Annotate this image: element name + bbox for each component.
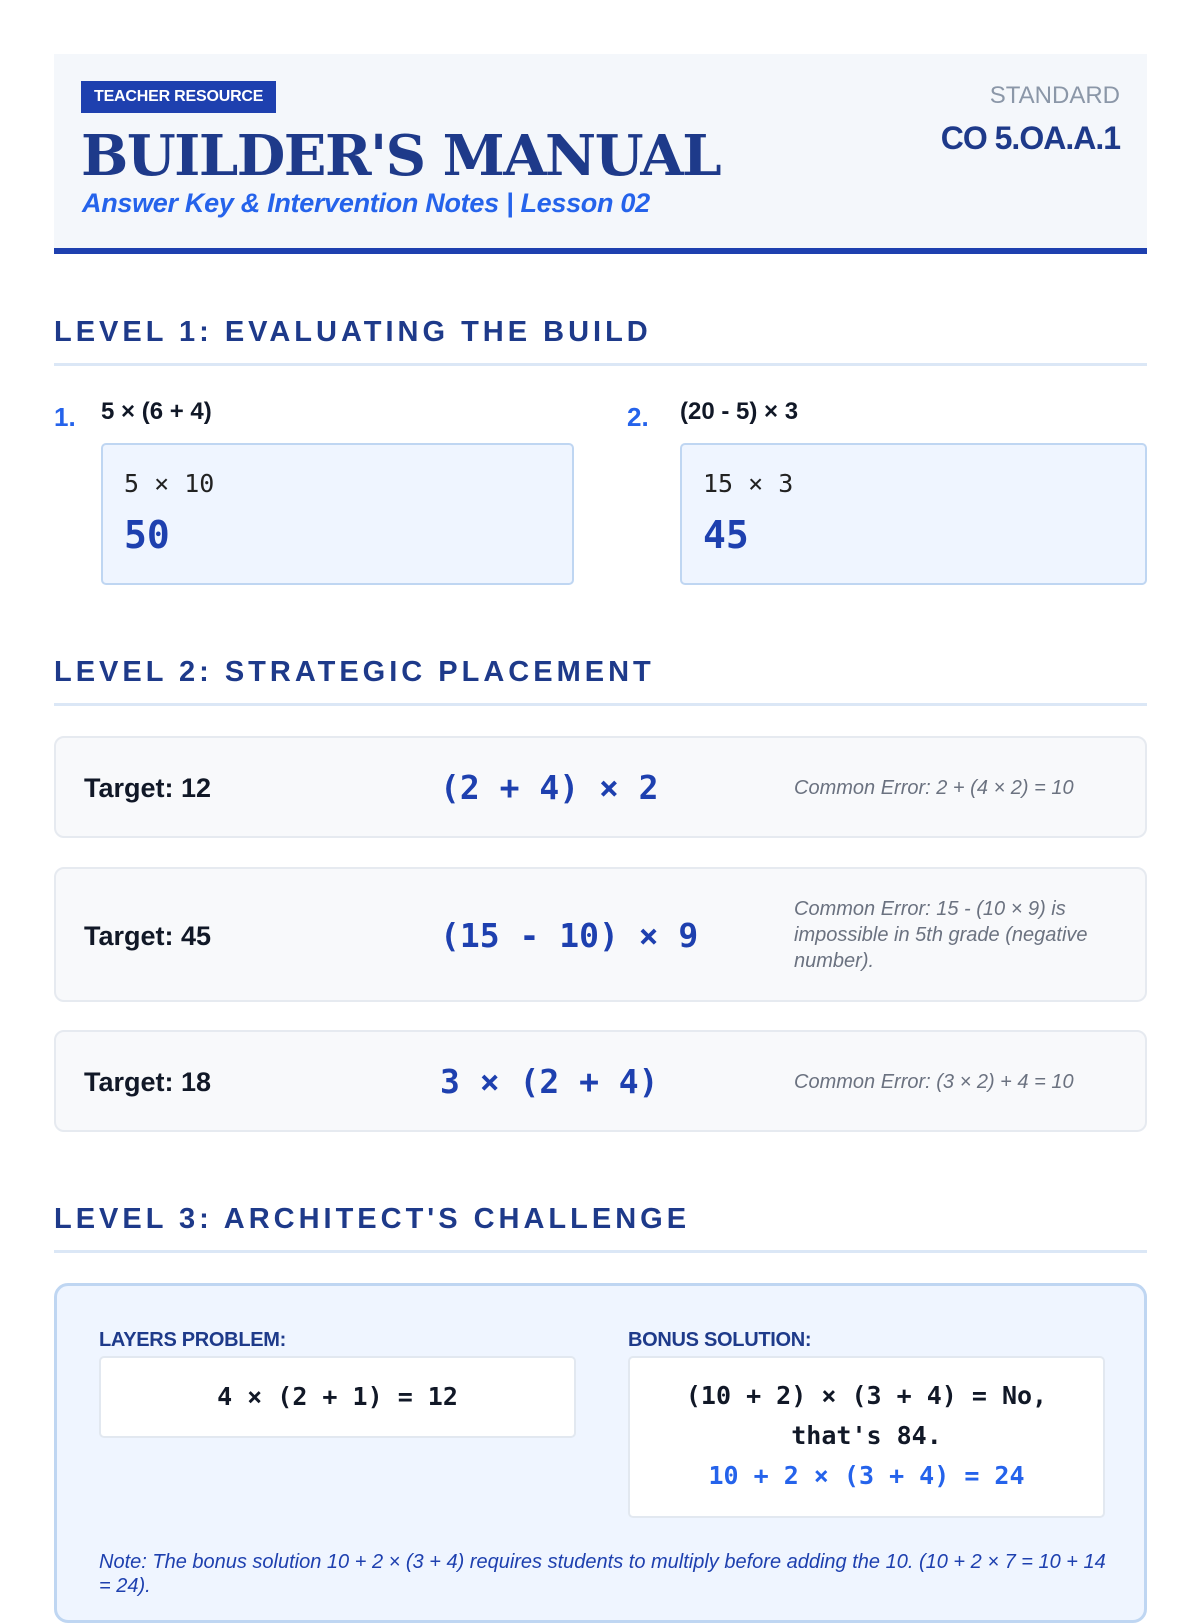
target-label: Target: 18 xyxy=(84,1067,212,1097)
layers-solution: 4 × (2 + 1) = 12 xyxy=(217,1382,458,1411)
problem-2-answer: 45 xyxy=(703,513,749,557)
page-subtitle: Answer Key & Intervention Notes | Lesson 02 xyxy=(82,188,650,218)
standard-code: CO 5.OA.A.1 xyxy=(940,120,1120,156)
target-expression: 3 × (2 + 4) xyxy=(440,1062,659,1101)
common-error-note: Common Error: 15 - (10 × 9) is impossible in 5th grade (negative number). xyxy=(794,898,1088,972)
architect-challenge-panel xyxy=(54,1283,1147,1623)
layers-problem-label: LAYERS PROBLEM: xyxy=(99,1329,287,1351)
problem-1-expression: 5 × (6 + 4) xyxy=(101,398,212,425)
bonus-solution-line: that's 84. xyxy=(791,1421,942,1450)
target-card xyxy=(54,1030,1147,1132)
level1-heading: LEVEL 1: EVALUATING THE BUILD xyxy=(54,316,1147,366)
problem-2-answer-box xyxy=(680,443,1147,585)
teacher-resource-badge: TEACHER RESOURCE xyxy=(81,81,276,113)
page-title: BUILDER'S MANUAL xyxy=(81,123,721,189)
bonus-note: Note: The bonus solution 10 + 2 × (3 + 4) requires students to multiply before adding the 10. (10 + 2 × 7 = 10 + 14 = 24). xyxy=(99,1551,1106,1597)
problem-2-step: 15 × 3 xyxy=(703,469,794,498)
target-card xyxy=(54,736,1147,838)
target-label: Target: 12 xyxy=(84,773,212,803)
bonus-solution-line: (10 + 2) × (3 + 4) = No, xyxy=(685,1381,1048,1410)
problem-1-step: 5 × 10 xyxy=(124,469,215,498)
bonus-solution-answer: 10 + 2 × (3 + 4) = 24 xyxy=(708,1461,1025,1490)
problem-1-number: 1. xyxy=(54,402,76,432)
target-card xyxy=(54,867,1147,1002)
level3-heading: LEVEL 3: ARCHITECT'S CHALLENGE xyxy=(54,1203,1147,1253)
target-label: Target: 45 xyxy=(84,921,212,951)
common-error-note: Common Error: 2 + (4 × 2) = 10 xyxy=(794,777,1074,799)
layers-solution-box xyxy=(99,1356,576,1438)
problem-2-number: 2. xyxy=(627,402,649,432)
level2-heading: LEVEL 2: STRATEGIC PLACEMENT xyxy=(54,656,1147,706)
target-expression: (2 + 4) × 2 xyxy=(440,768,659,807)
bonus-solution-box xyxy=(628,1356,1105,1518)
bonus-solution-label: BONUS SOLUTION: xyxy=(628,1329,812,1351)
problem-2-expression: (20 - 5) × 3 xyxy=(680,398,799,425)
problem-1-answer-box xyxy=(101,443,574,585)
page-header xyxy=(54,54,1147,254)
problem-1-answer: 50 xyxy=(124,513,170,557)
target-expression: (15 - 10) × 9 xyxy=(440,916,699,955)
standard-label: STANDARD xyxy=(989,82,1120,109)
common-error-note: Common Error: (3 × 2) + 4 = 10 xyxy=(794,1071,1074,1093)
